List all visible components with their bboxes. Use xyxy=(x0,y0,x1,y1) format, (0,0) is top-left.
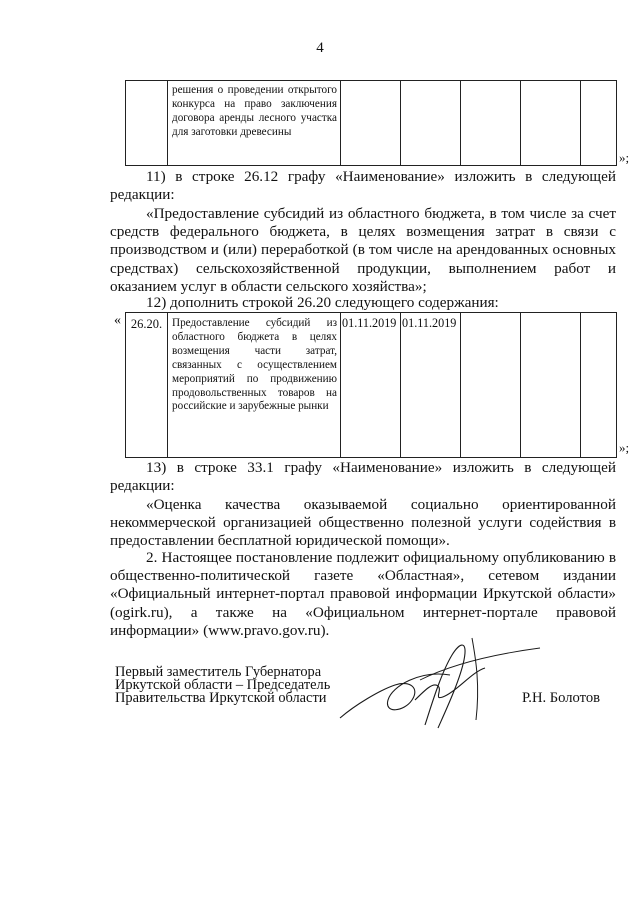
item-12: 12) дополнить строкой 26.20 следующего содержания: xyxy=(146,294,499,311)
signatory-line-3: Правительства Иркутской области xyxy=(115,690,327,707)
signatory-name: Р.Н. Болотов xyxy=(522,690,601,706)
signatory-line-1: Первый заместитель Губернатора xyxy=(115,664,322,680)
table-cell-date-start xyxy=(341,313,401,458)
table-cell-name xyxy=(168,313,341,458)
table-cell xyxy=(581,313,617,458)
table-cell xyxy=(521,313,581,458)
date-end: 01.11.2019 xyxy=(402,316,457,330)
item-2-publication: 2. Настоящее постановление подлежит официальному опубликованию в общественно-политической газете «Областная», сетевом издании «Официальный интернет-портал правовой информации Иркутской области» (ogirk.ru), а также на «Официальном интернет-портале правовой информации» (www.pravo.gov.ru). xyxy=(110,549,616,639)
table-cell xyxy=(401,81,461,166)
table-cell xyxy=(341,81,401,166)
closing-quote-2: »; xyxy=(619,440,630,455)
signatory-line-2: Иркутской области – Председатель xyxy=(115,677,331,694)
signatory-title xyxy=(115,666,330,706)
table-fragment-1 xyxy=(125,80,617,166)
table-cell-name-text: Предоставление субсидий из областного бюджета в целях возмещения части затрат, связанных с осуществлением мероприятий по продвижению продовольственных товаров на российские и зарубежные рынки xyxy=(172,317,337,413)
table-cell xyxy=(461,81,521,166)
table-cell-date-end xyxy=(401,313,461,458)
item-11-quote: «Предоставление субсидий из областного бюджета, в том числе за счет средств федерального бюджета, в целях возмещения затрат в связи с производством и (или) переработкой (в том числе на арендованных основных средствах) сельскохозяйственной продукции, выполнением работ и оказанием услуг в области сельского хозяйства»; xyxy=(110,205,616,295)
item-11: 11) в строке 26.12 графу «Наименование» изложить в следующей редакции: xyxy=(110,168,616,204)
table-row xyxy=(126,313,617,458)
table-fragment-2 xyxy=(125,312,617,458)
table-cell xyxy=(461,313,521,458)
table-cell-name xyxy=(168,81,341,166)
item-13: 13) в строке 33.1 графу «Наименование» изложить в следующей редакции: xyxy=(110,459,616,495)
handwritten-signature xyxy=(300,630,550,740)
item-13-quote: «Оценка качества оказываемой социально ориентированной некоммерческой организацией общественно полезной услуги содействия в предоставлении бесплатной юридической помощи». xyxy=(110,496,616,550)
closing-quote-1: »; xyxy=(619,150,630,165)
table-cell xyxy=(581,81,617,166)
date-start: 01.11.2019 xyxy=(342,316,397,330)
table-cell-name-text: решения о проведении открытого конкурса на право заключения договора аренды лесного участка для заготовки древесины xyxy=(172,84,337,138)
table-cell xyxy=(521,81,581,166)
table-cell-number xyxy=(126,313,168,458)
opening-quote-2: « xyxy=(114,313,121,328)
row-number: 26.20. xyxy=(130,317,163,331)
page-number: 4 xyxy=(316,40,324,56)
table-row xyxy=(126,81,617,166)
table-cell-number xyxy=(126,81,168,166)
